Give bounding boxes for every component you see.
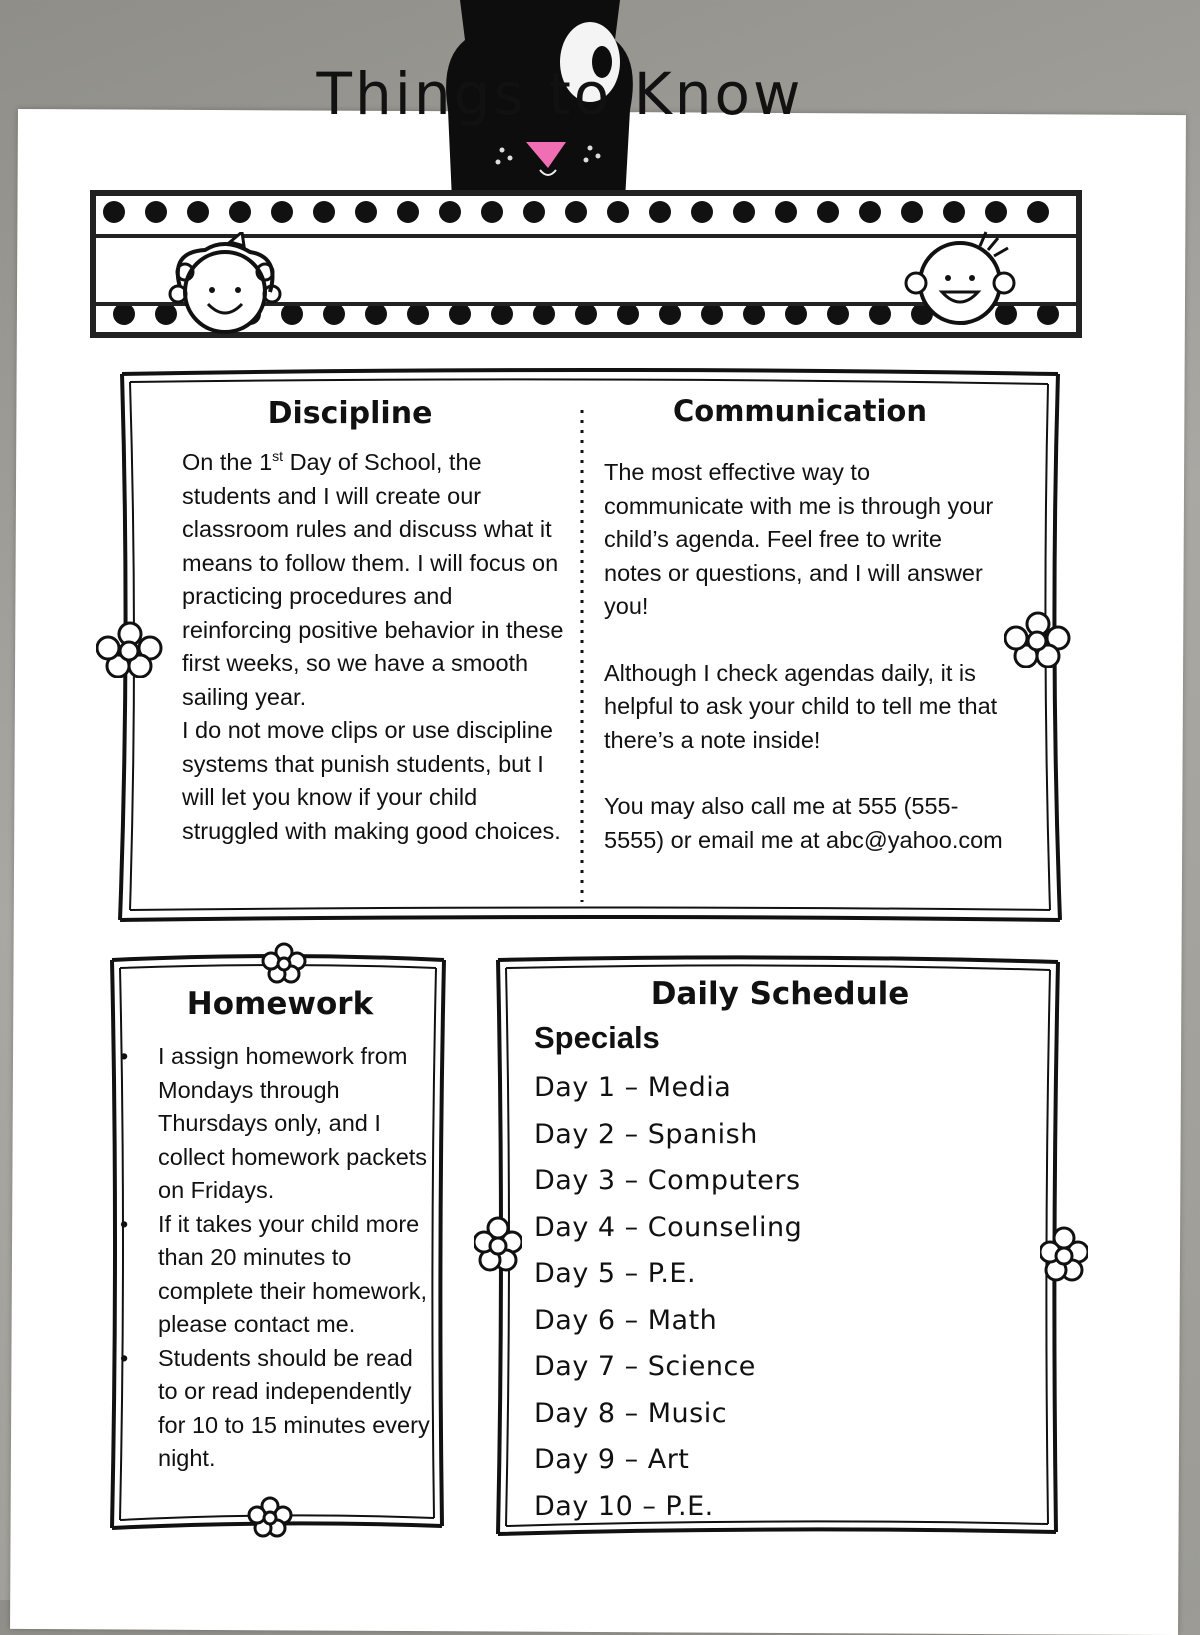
polka-dot [449,303,471,325]
communication-body [604,456,1004,857]
specials-heading: Specials [534,1020,660,1055]
polka-dot [1037,303,1059,325]
polka-dot [439,201,461,223]
schedule-title: Daily Schedule [650,976,910,1012]
flower-icon [1040,1226,1088,1286]
polka-dot [617,303,639,325]
polka-dot [943,201,965,223]
homework-title: Homework [186,986,374,1022]
polka-dot [565,201,587,223]
flower-icon [474,1216,522,1276]
list-item: • I assign homework from Mondays through Thursdays only, and I collect homework packets on Fridays. [120,1040,430,1208]
schedule-day: Day 9 – Art [534,1444,690,1475]
flower-icon [96,620,164,678]
discipline-paragraph-2: I do not move clips or use discipline systems that punish students, but I will let you know if your child struggled with making good choices. [182,717,561,844]
polka-dot [659,303,681,325]
bullet-icon: • [120,1210,129,1237]
polka-dot [575,303,597,325]
polka-dot [817,201,839,223]
polka-dot [523,201,545,223]
list-item: • If it takes your child more than 20 minutes to complete their homework, please contact me. [120,1208,430,1342]
schedule-day: Day 5 – P.E. [534,1258,697,1289]
discipline-paragraph-1: On the 1st Day of School, the students and I will create our classroom rules and discuss what it means to follow them. I will focus on practicing procedures and reinforcing positive behavior in these first weeks, so we have a smooth sailing year. [182,448,564,710]
bullet-icon: • [120,1344,129,1371]
schedule-day: Day 3 – Computers [534,1165,801,1196]
polka-dot [103,201,125,223]
polka-dot [229,201,251,223]
polka-dot [533,303,555,325]
schedule-day: Day 7 – Science [534,1351,756,1382]
polka-dot [743,303,765,325]
list-item: • Students should be read to or read independently for 10 to 15 minutes every night. [120,1342,430,1476]
polka-dot [901,201,923,223]
polka-dot [481,201,503,223]
schedule-list [534,1065,802,1530]
discipline-title: Discipline [267,396,433,431]
polka-dot [187,201,209,223]
schedule-day: Day 10 – P.E. [534,1490,714,1522]
polka-dot [859,201,881,223]
polka-dot [649,201,671,223]
boy-face-icon [900,228,1020,328]
communication-paragraph-3: You may also call me at 555 (555-5555) or email me at abc@yahoo.com [604,793,1003,853]
polka-dot [733,201,755,223]
polka-dot [313,201,335,223]
polka-dot [1027,201,1049,223]
bullet-icon: • [120,1043,129,1069]
polka-dot [365,303,387,325]
schedule-day: Day 6 – Math [534,1304,718,1336]
discipline-body [182,446,567,848]
communication-paragraph-1: The most effective way to communicate with me is through your child’s agenda. Feel free to write notes or questions, and I will answer you! [604,459,994,619]
polka-dot [113,303,135,325]
communication-title: Communication [672,394,927,428]
polka-dot [607,201,629,223]
polka-dot [785,303,807,325]
polka-dot [775,201,797,223]
schedule-day: Day 8 – Music [534,1397,728,1429]
polka-dot [701,303,723,325]
polka-dot [323,303,345,325]
polka-dot [691,201,713,223]
girl-face-icon [160,232,290,342]
communication-paragraph-2: Although I check agendas daily, it is helpful to ask your child to tell me that there’s a note inside! [604,659,998,753]
schedule-day: Day 2 – Spanish [534,1118,758,1150]
polka-dot [407,303,429,325]
polka-dot [355,201,377,223]
homework-list [120,1040,430,1476]
polka-dot [491,303,513,325]
polka-dot [145,201,167,223]
polka-dot [827,303,849,325]
schedule-day: Day 1 – Media [534,1072,732,1103]
schedule-day: Day 4 – Counseling [534,1211,803,1243]
polka-dot [985,201,1007,223]
flower-icon [1004,610,1072,668]
polka-dot [271,201,293,223]
polka-dot [869,303,891,325]
page-title: Things to Know [316,60,804,128]
polka-dot [397,201,419,223]
